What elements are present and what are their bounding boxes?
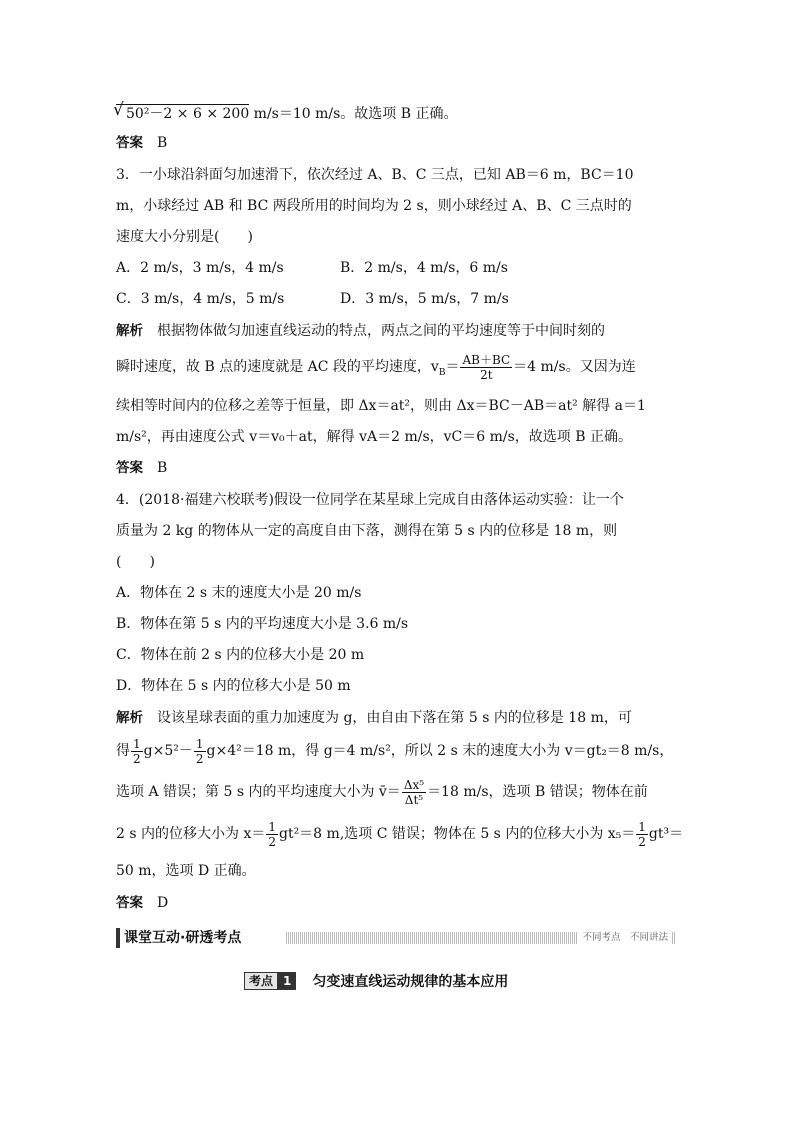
section-banner (116, 928, 676, 948)
answer-label: 答案 (116, 460, 143, 476)
q4-option-d: D．物体在 5 s 内的位移大小是 50 m (116, 678, 351, 694)
analysis-label: 解析 (116, 710, 143, 726)
banner-tag: 不同考点 不同讲法 (578, 932, 672, 944)
q3-line-1: 3．一小球沿斜面匀加速滑下，依次经过 A、B、C 三点，已知 AB＝6 m，BC＝10 (116, 167, 634, 183)
answer-line (116, 134, 167, 152)
kaodian-heading (244, 972, 508, 990)
answer-line (116, 894, 168, 912)
formula-line (116, 102, 458, 123)
answer-value: B (157, 460, 168, 476)
q4-option-c: C．物体在前 2 s 内的位移大小是 20 m (116, 647, 365, 663)
analysis4-line-3: 选项 A 错误；第 5 s 内的平均速度大小为 v̄＝ $\frac{\text{Δx⁵}}{\text{Δt⁵}}$ ＝18 m/s，选项 B 错误；物体在前 (116, 777, 648, 807)
q3-line-2: m，小球经过 AB 和 BC 两段所用的时间均为 2 s，则小球经过 A、B、C 三点时的 (116, 198, 632, 214)
q3-option-d: D．3 m/s，5 m/s，7 m/s (340, 291, 509, 307)
answer-line (116, 459, 167, 477)
analysis4-line-4: 2 s 内的位移大小为 x＝ $\frac{1}{2}$ gt²＝8 m,选项 C 错误；物体在 5 s 内的位移大小为 x₅＝ $\frac{1}{2}$ gt³＝ (116, 819, 684, 849)
analysis3-line-2: 瞬时速度，故 B 点的速度就是 AC 段的平均速度，$v_B=$ $\frac{AB+BC}{2t}$ ＝4 m/s。又因为连 (116, 352, 636, 382)
fraction: $\frac{1}{2}$ (133, 736, 141, 766)
fraction: $\frac{1}{2}$ (195, 736, 204, 766)
analysis-label: 解析 (116, 323, 143, 339)
analysis3-line-1: 解析 根据物体做匀加速直线运动的特点，两点之间的平均速度等于中间时刻的 (116, 323, 605, 339)
formula-result: m/s＝10 m/s。故选项 B 正确。 (249, 106, 458, 122)
answer-label: 答案 (116, 895, 143, 911)
q3-option-c: C．3 m/s，4 m/s，5 m/s (116, 291, 285, 307)
fraction: $\frac{1}{2}$ (638, 819, 646, 849)
q3-line-3: 速度大小分别是( ) (116, 229, 253, 245)
kaodian-label: 考点 (244, 972, 278, 990)
fraction: $\frac{AB+BC}{2t}$ (462, 352, 511, 382)
fraction: $\frac{\text{Δx⁵}}{\text{Δt⁵}}$ (403, 777, 425, 807)
analysis3-line-3: 续相等时间内的位移之差等于恒量，即 Δx＝at²，则由 Δx＝BC－AB＝at² 解得 a＝1 (116, 398, 646, 414)
fraction: $\frac{1}{2}$ (268, 819, 276, 849)
analysis3-line-4: m/s²，再由速度公式 v＝v₀＋at，解得 vA＝2 m/s，vC＝6 m/s，故选项 B 正确。 (116, 429, 632, 445)
kaodian-title: 匀变速直线运动规律的基本应用 (312, 974, 509, 990)
q4-option-b: B．物体在第 5 s 内的平均速度大小是 3.6 m/s (116, 616, 409, 632)
analysis4-line-1: 解析 设该星球表面的重力加速度为 g，由自由下落在第 5 s 内的位移是 18 m，可 (116, 710, 632, 726)
kaodian-number: 1 (278, 972, 296, 990)
q4-line-3: ( ) (116, 554, 155, 570)
banner-title: 课堂互动·研透考点 (116, 928, 245, 948)
analysis4-line-2: 得 $\frac{1}{2}$ g×5²－ $\frac{1}{2}$ g×4²＝18 m，得 g＝4 m/s²，所以 2 s 末的速度大小为 v＝gt₂＝8 m/s， (116, 736, 674, 766)
q4-line-1: 4．(2018·福建六校联考)假设一位同学在某星球上完成自由落体运动实验：让一个 (116, 492, 624, 508)
answer-value: B (157, 135, 168, 151)
q4-option-a: A．物体在 2 s 末的速度大小是 20 m/s (116, 585, 362, 601)
q3-option-b: B．2 m/s，4 m/s，6 m/s (340, 260, 508, 276)
analysis4-line-5: 50 m，选项 D 正确。 (116, 863, 256, 879)
answer-value: D (157, 895, 169, 911)
q3-option-a: A．2 m/s，3 m/s，4 m/s (116, 260, 284, 276)
answer-label: 答案 (116, 135, 143, 151)
sqrt-expression: √ 50²－2 × 6 × 200 (116, 104, 249, 123)
q4-line-2: 质量为 2 kg 的物体从一定的高度自由下落，测得在第 5 s 内的位移是 18 m，则 (116, 523, 618, 539)
